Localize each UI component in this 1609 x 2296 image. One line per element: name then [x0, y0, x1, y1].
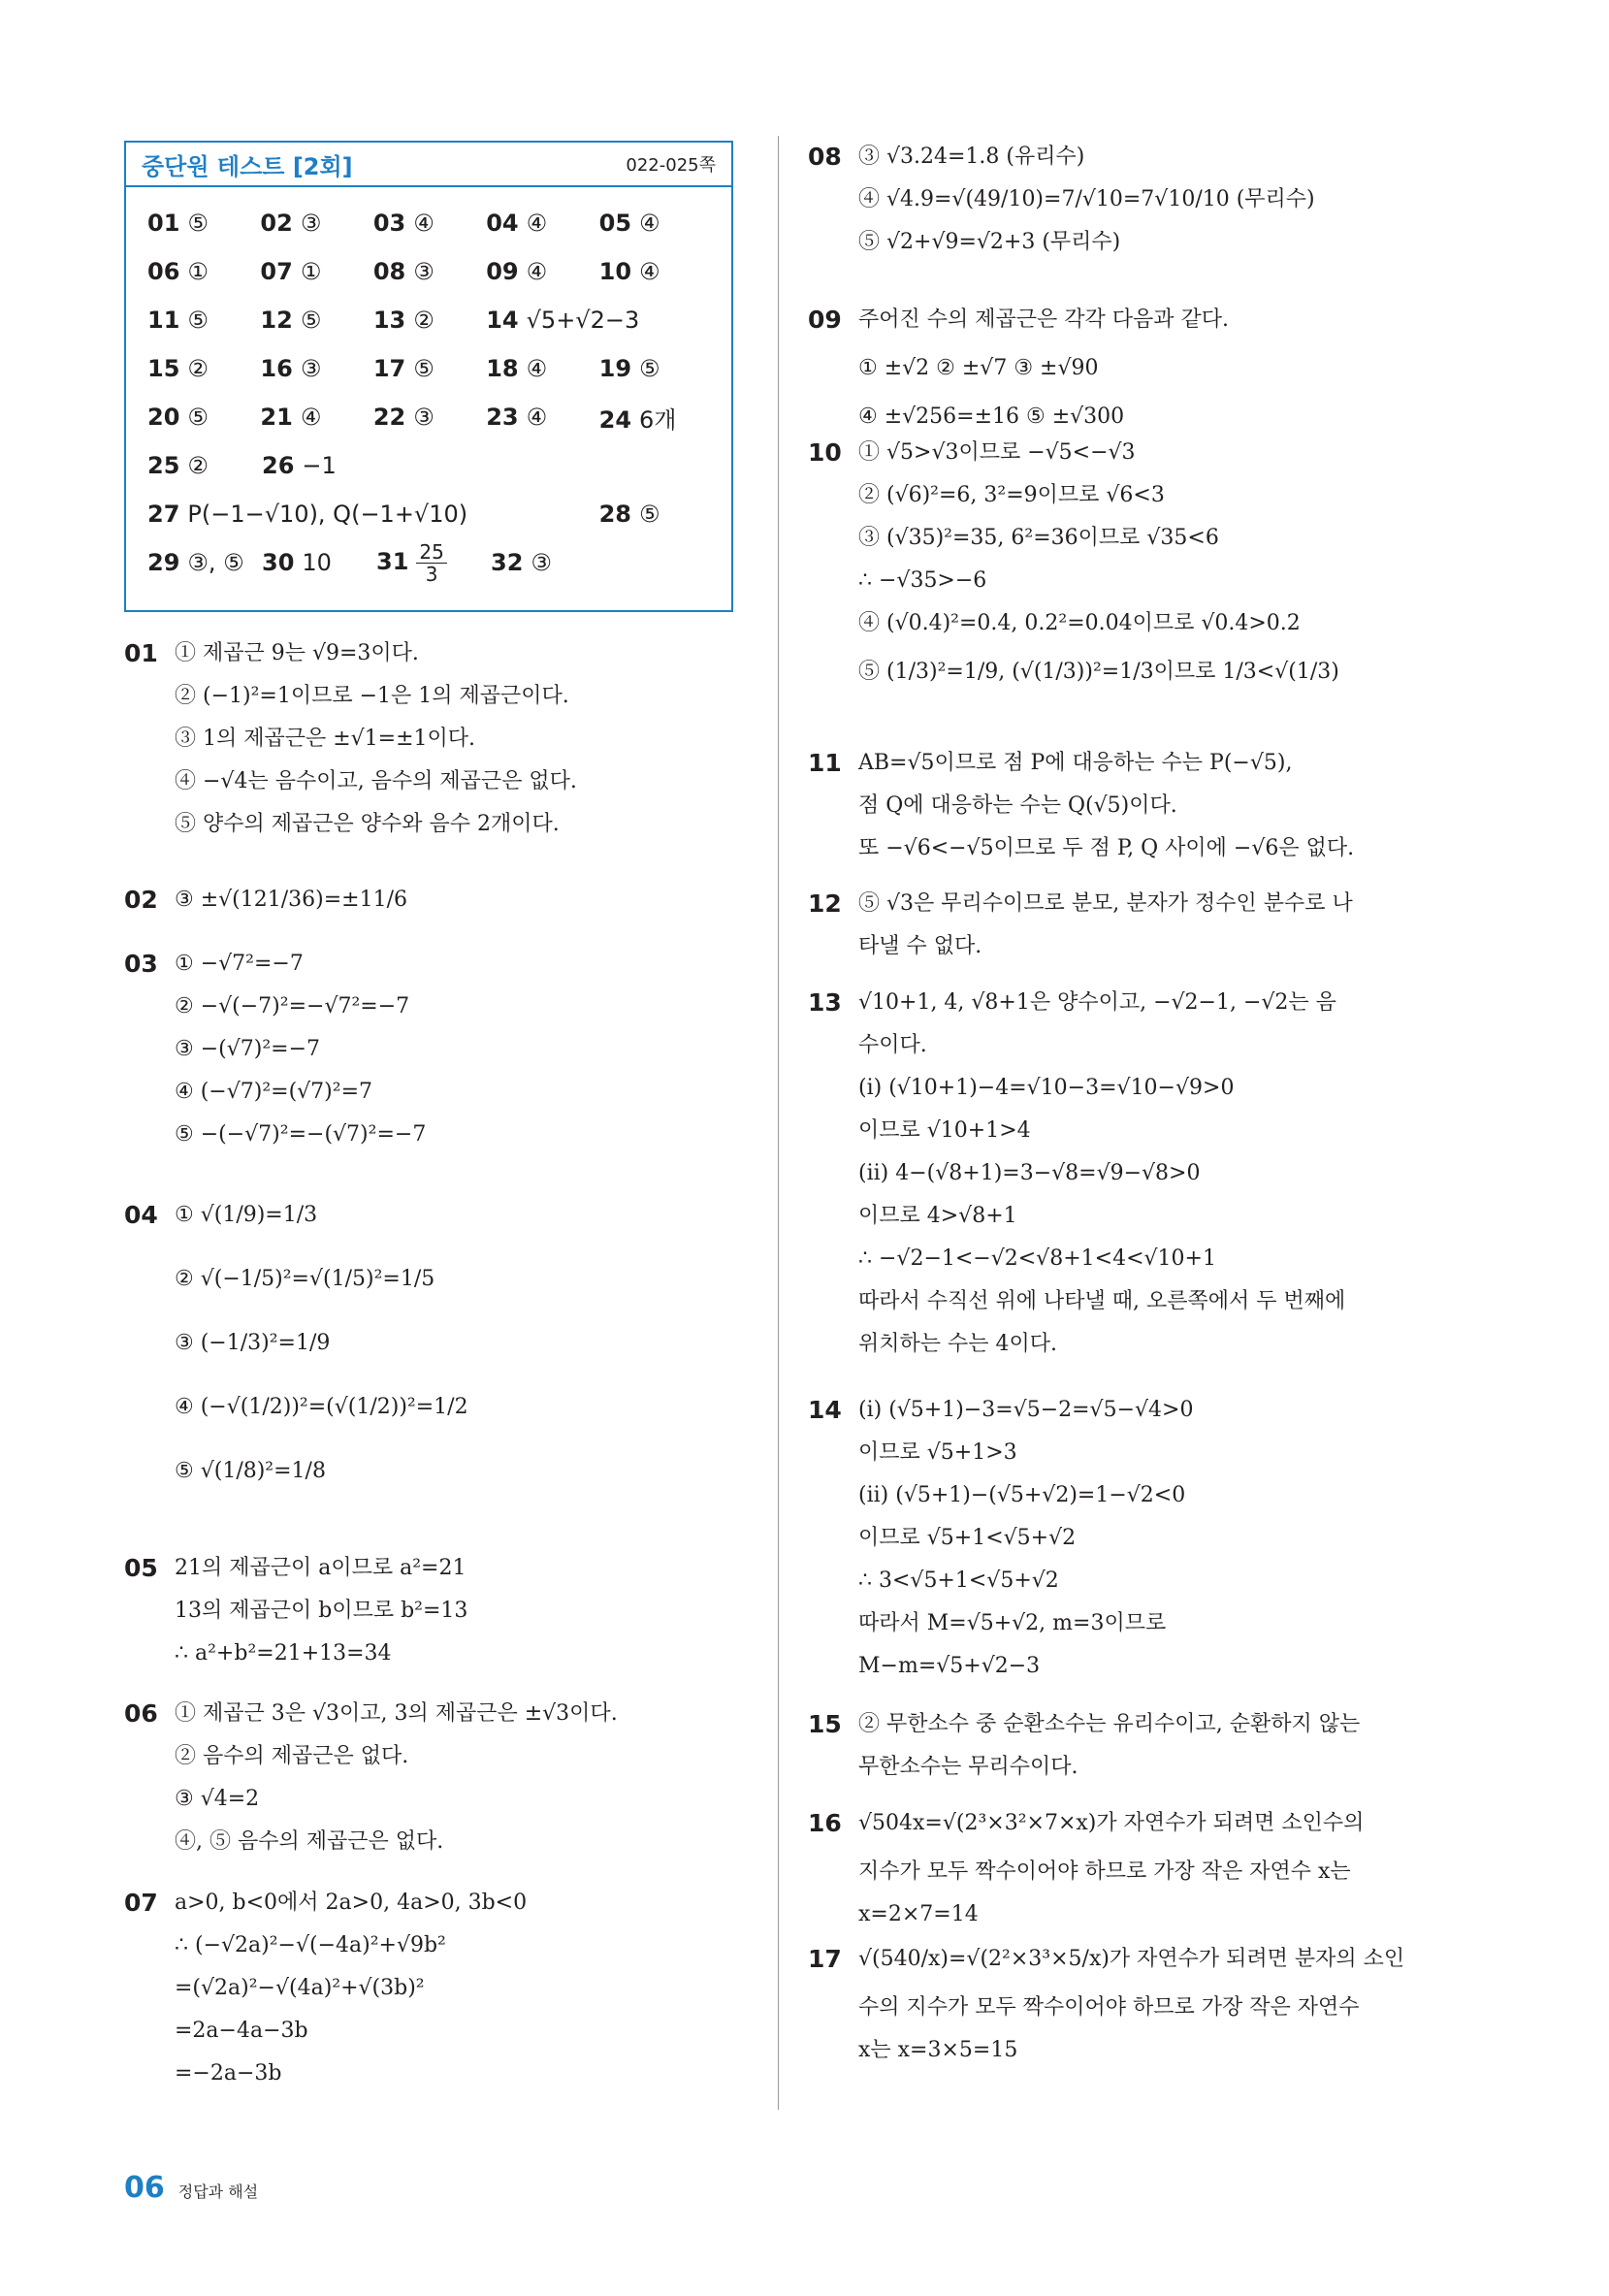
solution-line: ⑤ √3은 무리수이므로 분모, 분자가 정수인 분수로 나 — [858, 891, 1353, 916]
solution-line: 따라서 M=√5+√2, m=3이므로 — [858, 1611, 1167, 1635]
answer-number: 01 — [147, 210, 180, 237]
answer-cell — [260, 355, 372, 382]
solution-line: ② √(−1/5)²=√(1/5)²=1/5 — [175, 1267, 435, 1291]
question-number: 16 — [808, 1809, 842, 1837]
question-number: 08 — [808, 143, 842, 171]
answer-value: ③ — [413, 258, 434, 285]
solution-lines — [175, 943, 426, 1156]
solution-line: AB=√5이므로 점 P에 대응하는 수는 P(−√5), — [858, 751, 1293, 775]
answer-value: ② — [187, 452, 209, 479]
answer-value: ③ — [300, 210, 322, 237]
solution-line: 이므로 √5+1<√5+√2 — [858, 1526, 1077, 1550]
solution-line: ∴ (−√2a)²−√(−4a)²+√9b² — [175, 1933, 446, 1957]
answer-fraction: $\frac{25}{3}$ — [416, 541, 446, 585]
question-number: 14 — [808, 1396, 842, 1424]
solution-line: ② 무한소수 중 순환소수는 유리수이고, 순환하지 않는 — [858, 1712, 1361, 1736]
solution-line: 이므로 √10+1>4 — [858, 1118, 1031, 1143]
answer-value: ① — [187, 258, 209, 285]
solution-line: 이므로 4>√8+1 — [858, 1204, 1017, 1228]
solution-line: ③ 1의 제곱근은 ±√1=±1이다. — [175, 727, 476, 751]
solution-line: ① ±√2 ② ±√7 ③ ±√90 — [858, 356, 1099, 380]
solution-line: ① 제곱근 3은 √3이고, 3의 제곱근은 ±√3이다. — [175, 1701, 618, 1726]
solution-lines — [175, 632, 577, 846]
question-number: 06 — [124, 1699, 158, 1728]
answer-value: ⑤ — [639, 501, 660, 528]
question-number: 02 — [124, 886, 158, 914]
solution-line: ∴ 3<√5+1<√5+√2 — [858, 1568, 1059, 1593]
answer-row — [147, 247, 712, 296]
answer-cell — [486, 307, 712, 334]
question-number: 09 — [808, 306, 842, 334]
solution-line: a>0, b<0에서 2a>0, 4a>0, 3b<0 — [175, 1891, 528, 1915]
answer-value: ⑤ — [187, 307, 209, 334]
answer-cell — [260, 210, 372, 237]
solution-line: ∴ −√2−1<−√2<√8+1<4<√10+1 — [858, 1246, 1216, 1271]
solution-line: x는 x=3×5=15 — [858, 2038, 1018, 2062]
answer-number: 18 — [486, 355, 519, 382]
question-number: 13 — [808, 988, 842, 1017]
answer-grid — [126, 187, 731, 587]
answer-row — [147, 199, 712, 247]
answer-value: ④ — [526, 210, 548, 237]
answer-number: 21 — [260, 404, 293, 431]
question-number: 15 — [808, 1710, 842, 1738]
question-number: 07 — [124, 1889, 158, 1917]
answer-key-header — [126, 143, 731, 187]
solution-lines — [858, 883, 1353, 968]
solution-line: (ii) (√5+1)−(√5+√2)=1−√2<0 — [858, 1483, 1186, 1507]
solution-line: 따라서 수직선 위에 나타낼 때, 오른쪽에서 두 번째에 — [858, 1289, 1346, 1313]
answer-number: 16 — [260, 355, 293, 382]
solution-line: ④ √4.9=√(49/10)=7/√10=7√10/10 (무리수) — [858, 187, 1315, 211]
answer-cell — [599, 210, 712, 237]
answer-value: ⑤ — [300, 307, 322, 334]
answer-value: ⑤ — [187, 404, 209, 431]
answer-number: 31 — [376, 548, 409, 575]
answer-cell — [376, 541, 491, 585]
answer-cell — [373, 307, 486, 334]
question-number: 12 — [808, 889, 842, 918]
solution-line: ⑤ √2+√9=√2+3 (무리수) — [858, 230, 1121, 254]
solution-line: ② −√(−7)²=−√7²=−7 — [175, 994, 410, 1019]
answer-number: 02 — [260, 210, 293, 237]
page-footer — [124, 2171, 258, 2205]
solution-line: ∴ −√35>−6 — [858, 568, 987, 593]
answer-value: ④ — [526, 404, 548, 431]
column-divider — [778, 136, 779, 2110]
answer-key-pages: 022-025쪽 — [626, 155, 716, 176]
solution-line: ② (√6)²=6, 3²=9이므로 √6<3 — [858, 483, 1165, 507]
answer-number: 15 — [147, 355, 180, 382]
answer-number: 25 — [147, 452, 180, 479]
answer-row — [147, 538, 712, 587]
answer-cell — [147, 355, 260, 382]
solution-line: 타낼 수 없다. — [858, 934, 982, 958]
answer-cell — [486, 258, 598, 285]
solution-line: x=2×7=14 — [858, 1902, 979, 1926]
answer-value: √5+√2−3 — [526, 307, 640, 334]
answer-cell — [486, 404, 598, 431]
solution-line: 무한소수는 무리수이다. — [858, 1755, 1078, 1779]
answer-number: 09 — [486, 258, 519, 285]
solution-lines — [858, 299, 1229, 438]
answer-number: 13 — [372, 307, 406, 334]
answer-row — [147, 441, 712, 490]
solution-line: 점 Q에 대응하는 수는 Q(√5)이다. — [858, 793, 1177, 818]
solution-line: ① 제곱근 9는 √9=3이다. — [175, 641, 419, 665]
solution-line: 수의 지수가 모두 짝수이어야 하므로 가장 작은 자연수 — [858, 1995, 1360, 2020]
answer-value: P(−1−√10), Q(−1+√10) — [187, 501, 468, 528]
answer-cell — [260, 307, 372, 334]
answer-value: ② — [413, 307, 434, 334]
answer-value: ⑤ — [639, 355, 660, 382]
answer-cell — [599, 501, 712, 528]
solution-line: ③ −(√7)²=−7 — [175, 1037, 321, 1061]
answer-value: −1 — [302, 452, 337, 479]
answer-number: 20 — [147, 404, 180, 431]
answer-key-box — [124, 141, 733, 612]
solution-lines — [858, 1389, 1193, 1688]
answer-number: 03 — [372, 210, 406, 237]
answer-number: 27 — [147, 501, 180, 528]
answer-number: 08 — [372, 258, 406, 285]
answer-value: 10 — [302, 549, 332, 576]
solution-lines — [858, 1932, 1404, 2072]
solution-line: √10+1, 4, √8+1은 양수이고, −√2−1, −√2는 음 — [858, 990, 1336, 1015]
answer-value: ④ — [639, 210, 660, 237]
answer-cell — [373, 404, 486, 431]
solution-line: ④, ⑤ 음수의 제곱근은 없다. — [175, 1829, 444, 1854]
solution-line: ④ −√4는 음수이고, 음수의 제곱근은 없다. — [175, 769, 577, 793]
answer-value: ④ — [413, 210, 434, 237]
answer-cell — [260, 404, 372, 431]
solution-line: 이므로 √5+1>3 — [858, 1440, 1017, 1465]
solution-line: ④ (√0.4)²=0.4, 0.2²=0.04이므로 √0.4>0.2 — [858, 611, 1301, 635]
answer-number: 26 — [262, 452, 295, 479]
answer-cell — [147, 307, 260, 334]
answer-cell — [599, 258, 712, 285]
answer-value: ③ — [531, 549, 552, 576]
solution-line: 21의 제곱근이 a이므로 a²=21 — [175, 1556, 467, 1580]
answer-cell — [262, 549, 376, 576]
answer-row — [147, 393, 712, 441]
footer-text: 정답과 해설 — [177, 2183, 259, 2201]
question-number: 11 — [808, 749, 842, 777]
answer-number: 10 — [598, 258, 632, 285]
answer-cell — [147, 549, 262, 576]
solution-line: 또 −√6<−√5이므로 두 점 P, Q 사이에 −√6은 없다. — [858, 836, 1355, 860]
answer-value: ③ — [300, 355, 322, 382]
answer-number: 29 — [147, 549, 180, 576]
answer-value: ③, ⑤ — [187, 549, 244, 576]
answer-cell — [486, 355, 598, 382]
solution-line: ④ (−√(1/2))²=(√(1/2))²=1/2 — [175, 1395, 468, 1419]
answer-number: 23 — [486, 404, 519, 431]
answer-row — [147, 296, 712, 344]
solution-line: ④ (−√7)²=(√7)²=7 — [175, 1080, 373, 1104]
answer-row — [147, 490, 712, 538]
answer-key-title: 중단원 테스트 [2회] — [142, 152, 353, 180]
answer-number: 12 — [260, 307, 293, 334]
solution-lines — [175, 1693, 618, 1863]
answer-number: 06 — [147, 258, 180, 285]
solution-line: ⑤ (1/3)²=1/9, (√(1/3))²=1/3이므로 1/3<√(1/3) — [858, 660, 1339, 684]
solution-line: ② 음수의 제곱근은 없다. — [175, 1744, 409, 1768]
solution-line: ② (−1)²=1이므로 −1은 1의 제곱근이다. — [175, 684, 569, 708]
solution-line: ⑤ √(1/8)²=1/8 — [175, 1459, 326, 1483]
solution-line: ⑤ 양수의 제곱근은 양수와 음수 2개이다. — [175, 812, 560, 836]
solution-line: 위치하는 수는 4이다. — [858, 1332, 1057, 1356]
answer-cell — [599, 401, 712, 435]
solution-lines — [858, 982, 1345, 1366]
solution-lines — [175, 873, 407, 927]
answer-cell — [260, 258, 372, 285]
solution-line: √504x=√(2³×3²×7×x)가 자연수가 되려면 소인수의 — [858, 1811, 1365, 1835]
solution-line: 지수가 모두 짝수이어야 하므로 가장 작은 자연수 x는 — [858, 1859, 1351, 1884]
answer-number: 30 — [262, 549, 295, 576]
solution-line: =2a−4a−3b — [175, 2019, 308, 2043]
solution-line: 13의 제곱근이 b이므로 b²=13 — [175, 1599, 468, 1623]
answer-value: ④ — [526, 258, 548, 285]
answer-value: ④ — [639, 258, 660, 285]
answer-value: ② — [187, 355, 209, 382]
answer-number: 24 — [598, 405, 632, 434]
answer-number: 28 — [598, 501, 631, 528]
solution-line: ③ (√35)²=35, 6²=36이므로 √35<6 — [858, 526, 1219, 550]
solution-line: M−m=√5+√2−3 — [858, 1654, 1041, 1678]
question-number: 10 — [808, 438, 842, 467]
solution-lines — [858, 1796, 1364, 1936]
answer-value: 6개 — [639, 405, 677, 434]
answer-number: 32 — [491, 549, 524, 576]
solution-line: √(540/x)=√(2²×3³×5/x)가 자연수가 되려면 분자의 소인 — [858, 1947, 1405, 1971]
answer-number: 14 — [486, 307, 519, 334]
solution-line: ④ ±√256=±16 ⑤ ±√300 — [858, 404, 1125, 429]
question-number: 03 — [124, 950, 158, 978]
answer-number: 22 — [372, 404, 406, 431]
answer-value: ① — [300, 258, 322, 285]
answer-cell — [147, 452, 262, 479]
answer-cell — [491, 549, 605, 576]
solution-line: =−2a−3b — [175, 2061, 282, 2086]
answer-cell — [147, 404, 260, 431]
solution-lines — [858, 432, 1339, 699]
solution-line: ③ √4=2 — [175, 1787, 260, 1811]
answer-number: 07 — [260, 258, 293, 285]
answer-number: 19 — [598, 355, 632, 382]
answer-number: 11 — [147, 307, 180, 334]
answer-cell — [373, 258, 486, 285]
question-number: 04 — [124, 1201, 158, 1229]
answer-cell — [147, 258, 260, 285]
solution-line: ③ √3.24=1.8 (유리수) — [858, 145, 1085, 169]
answer-value: ⑤ — [187, 210, 209, 237]
answer-cell — [373, 210, 486, 237]
answer-cell — [486, 210, 598, 237]
answer-value: ④ — [300, 404, 322, 431]
question-number: 01 — [124, 639, 158, 667]
answer-value: ⑤ — [413, 355, 434, 382]
answer-number: 04 — [486, 210, 519, 237]
solution-line: ③ ±√(121/36)=±11/6 — [175, 888, 408, 912]
answer-row — [147, 344, 712, 393]
solution-line: (i) (√10+1)−4=√10−3=√10−√9>0 — [858, 1076, 1235, 1100]
solution-lines — [175, 1183, 468, 1504]
solution-line: ① √(1/9)=1/3 — [175, 1203, 318, 1227]
answer-number: 17 — [372, 355, 406, 382]
question-number: 17 — [808, 1945, 842, 1973]
solution-line: 수이다. — [858, 1033, 927, 1057]
answer-cell — [147, 210, 260, 237]
answer-cell — [599, 355, 712, 382]
solution-line: ① √5>√3이므로 −√5<−√3 — [858, 440, 1136, 465]
solution-line: ③ (−1/3)²=1/9 — [175, 1331, 331, 1355]
solution-line: ① −√7²=−7 — [175, 952, 304, 976]
solution-lines — [858, 136, 1315, 264]
solution-lines — [175, 1547, 467, 1675]
answer-cell — [262, 452, 376, 479]
solution-lines — [175, 1882, 527, 2095]
solution-line: ⑤ −(−√7)²=−(√7)²=−7 — [175, 1122, 427, 1147]
solution-line: (i) (√5+1)−3=√5−2=√5−√4>0 — [858, 1398, 1194, 1422]
page-number: 06 — [124, 2171, 165, 2205]
solution-line: 주어진 수의 제곱근은 각각 다음과 같다. — [858, 307, 1229, 332]
question-number: 05 — [124, 1554, 158, 1582]
solution-lines — [858, 1703, 1360, 1789]
solution-line: =(√2a)²−√(4a)²+√(3b)² — [175, 1976, 425, 2000]
solution-line: (ii) 4−(√8+1)=3−√8=√9−√8>0 — [858, 1161, 1201, 1185]
answer-number: 05 — [598, 210, 632, 237]
answer-cell — [373, 355, 486, 382]
answer-value: ④ — [526, 355, 548, 382]
solution-lines — [858, 742, 1354, 870]
solution-line: ∴ a²+b²=21+13=34 — [175, 1641, 392, 1665]
answer-cell — [147, 501, 599, 528]
answer-value: ③ — [413, 404, 434, 431]
